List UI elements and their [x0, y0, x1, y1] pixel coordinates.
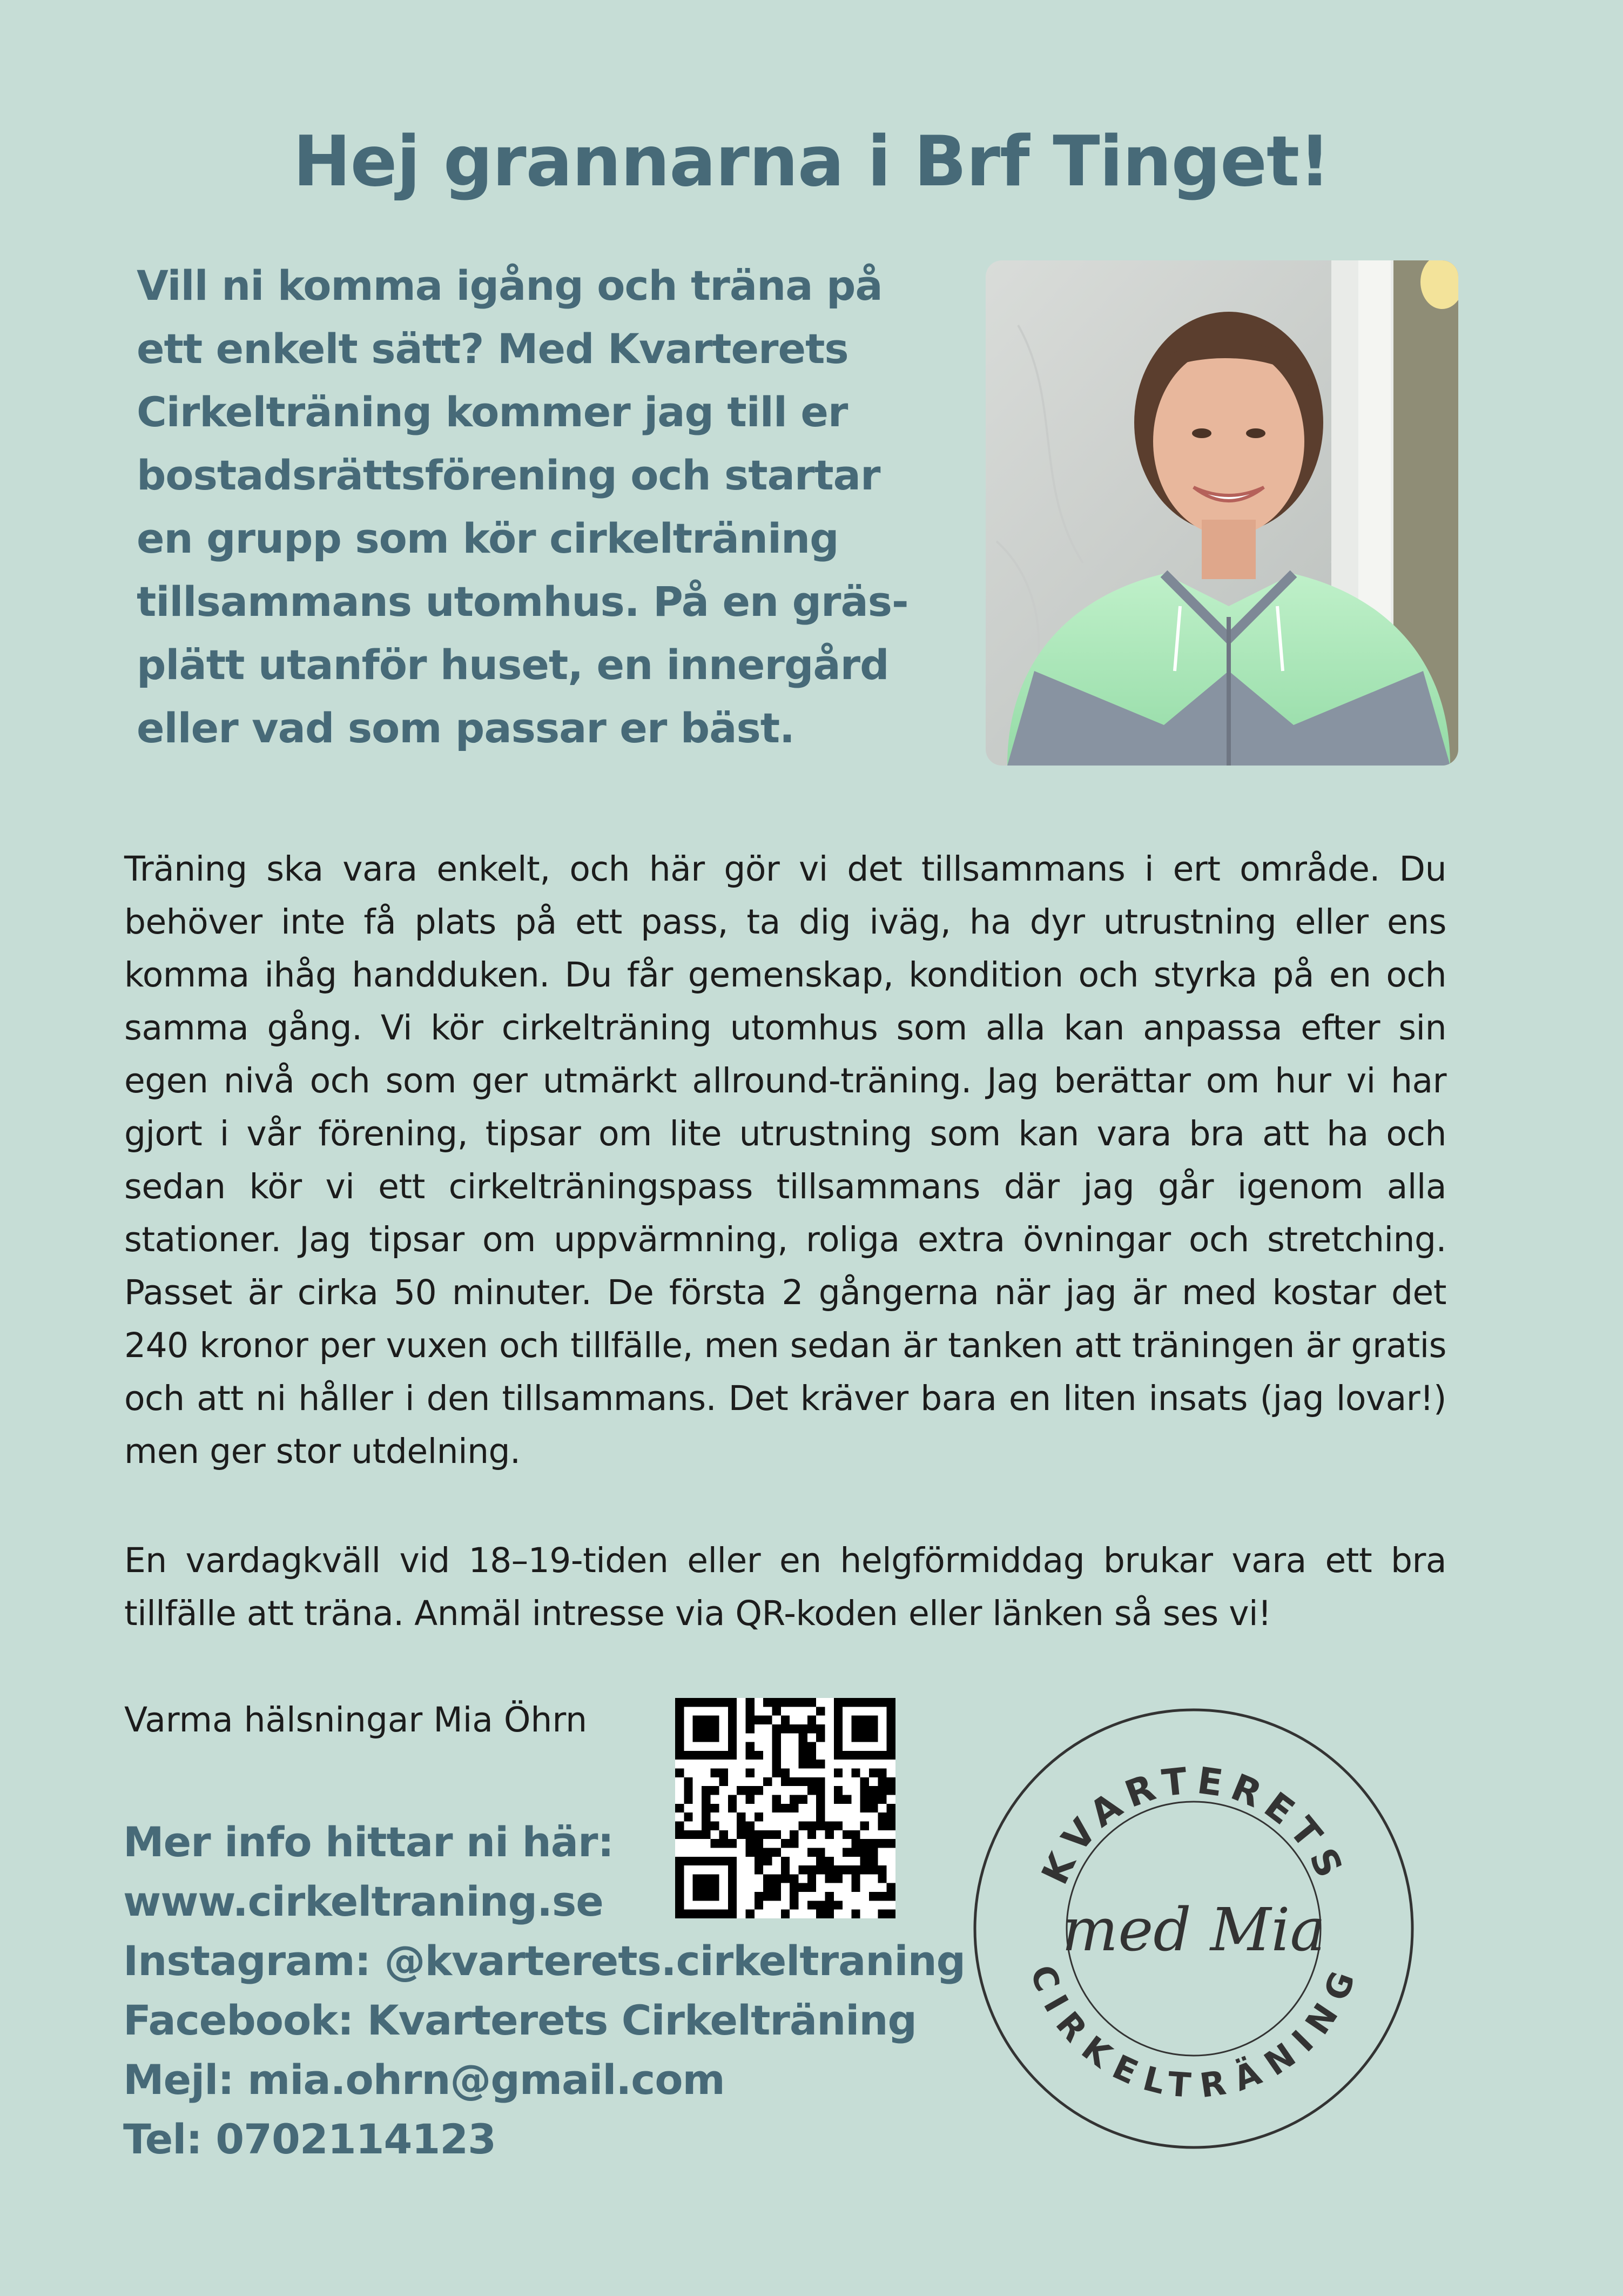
seal-top-text: KVARTERETS [1033, 1759, 1354, 1891]
body-paragraph-1: Träning ska vara enkelt, och här gör vi det tillsammans i ert område. Du behöver inte få plats på ett pass, ta dig iväg, ha dyr utrustning eller ens komma ihåg handduken. Du får gemenskap, kondition och styrka på en och samma gång. Vi kör cirkelträning utomhus som alla kan anpassa efter sin egen nivå och som ger utmärkt allround-träning. Jag berättar om hur vi har gjort i vår förening, tipsar om lite utrustning som kan vara bra att ha och sedan kör vi ett cirkelträningspass tillsammans där jag går igenom alla stationer. Jag tipsar om uppvärmning, roliga extra övningar och stretching. Passet är cirka 50 minuter. De första 2 gångerna när jag är med kostar det 240 kronor per vuxen och tillfälle, men sedan är tanken att träningen är gratis och att ni håller i den tillsammans. Det kräver bara en liten insats (jag lovar!) men ger stor utdelning. [124, 849, 1446, 1471]
greeting: Varma hälsningar Mia Öhrn [124, 1700, 588, 1740]
website-link[interactable]: www.cirkeltraning.se [123, 1877, 603, 1925]
intro-text [137, 254, 947, 760]
qr-code-icon[interactable] [675, 1698, 895, 1918]
intro-line: Vill ni komma igång och träna på [137, 261, 883, 310]
intro-line: Cirkelträning kommer jag till er [137, 388, 848, 436]
more-info-heading: Mer info hittar ni här: [123, 1818, 614, 1866]
svg-text:KVARTERETS [1034, 1760, 1353, 1891]
portrait-photo [986, 260, 1458, 766]
intro-line: bostadsrättsförening och startar [137, 451, 880, 499]
intro-line: eller vad som passar er bäst. [137, 704, 794, 752]
facebook-link[interactable]: Facebook: Kvarterets Cirkelträning [123, 1996, 917, 2044]
svg-text:CIRKELTRÄNING [1022, 1960, 1365, 2105]
intro-line: plätt utanför huset, en innergård [137, 641, 889, 689]
instagram-link[interactable]: Instagram: @kvarterets.cirkeltraning [123, 1937, 966, 1985]
phone-number: Tel: 0702114123 [123, 2115, 496, 2163]
intro-line: tillsammans utomhus. På en gräs- [137, 578, 908, 626]
intro-line: en grupp som kör cirkelträning [137, 514, 839, 562]
intro-line: ett enkelt sätt? Med Kvarterets [137, 325, 848, 373]
body-paragraph-2: En vardagkväll vid 18–19-tiden eller en helgförmiddag brukar vara ett bra tillfälle att träna. Anmäl intresse via QR-koden eller länken så ses vi! [124, 1541, 1446, 1633]
page-title: Hej grannarna i Brf Tinget! [293, 122, 1330, 202]
seal-bottom-text: CIRKELTRÄNING [1022, 1960, 1365, 2106]
kvarterets-seal-logo [972, 1707, 1415, 2150]
seal-middle-text: med Mia [1061, 1895, 1326, 1964]
email-link[interactable]: Mejl: mia.ohrn@gmail.com [123, 2056, 725, 2104]
